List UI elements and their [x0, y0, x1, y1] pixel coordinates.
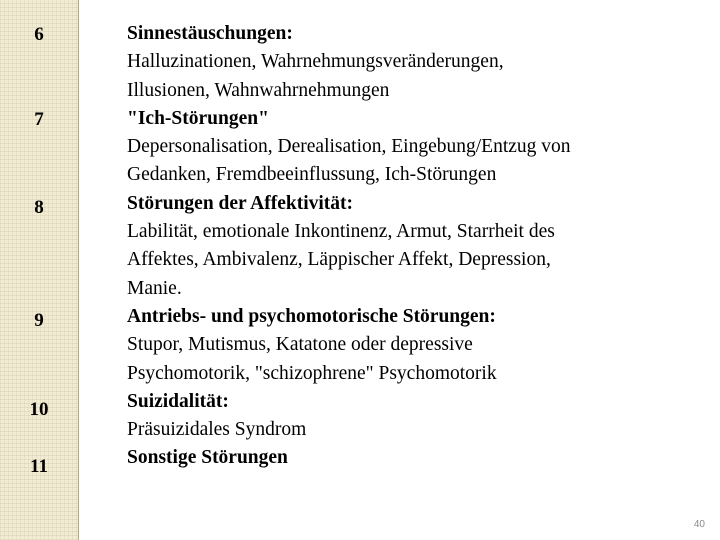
text-line: Gedanken, Fremdbeeinflussung, Ich-Störungen [127, 164, 497, 186]
heading-sonstige-stoerungen: Sonstige Störungen [127, 447, 288, 469]
text-line: Labilität, emotionale Inkontinenz, Armut, Starrheit des [127, 221, 555, 243]
item-number-7: 7 [34, 109, 44, 130]
heading-ich-stoerungen: "Ich-Störungen" [127, 107, 269, 129]
item-number-10: 10 [29, 399, 49, 420]
text-line: Depersonalisation, Derealisation, Eingebung/Entzug von [127, 136, 571, 158]
heading-antrieb-psychomotorik: Antriebs- und psychomotorische Störungen: [127, 305, 496, 327]
heading-sinnestaeuschungen: Sinnestäuschungen: [127, 23, 293, 44]
item-number-6: 6 [34, 24, 44, 45]
text-line: Halluzinationen, Wahrnehmungsveränderungen, [127, 51, 504, 73]
heading-affektivitaet: Störungen der Affektivität: [127, 192, 354, 214]
item-number-11: 11 [30, 456, 48, 477]
page-number: 40 [693, 519, 705, 530]
content-list [127, 20, 712, 473]
heading-suizidalitaet: Suizidalität: [127, 390, 229, 412]
text-line: Illusionen, Wahnwahrnehmungen [127, 79, 390, 101]
text-line: Affektes, Ambivalenz, Läppischer Affekt, Depression, [127, 249, 551, 271]
text-line: Stupor, Mutismus, Katatone oder depressive [127, 334, 473, 356]
text-line: Psychomotorik, "schizophrene" Psychomotorik [127, 362, 497, 384]
item-number-8: 8 [34, 197, 44, 218]
text-line: Manie. [127, 277, 182, 299]
item-number-9: 9 [34, 310, 44, 331]
text-line: Präsuizidales Syndrom [127, 419, 307, 441]
